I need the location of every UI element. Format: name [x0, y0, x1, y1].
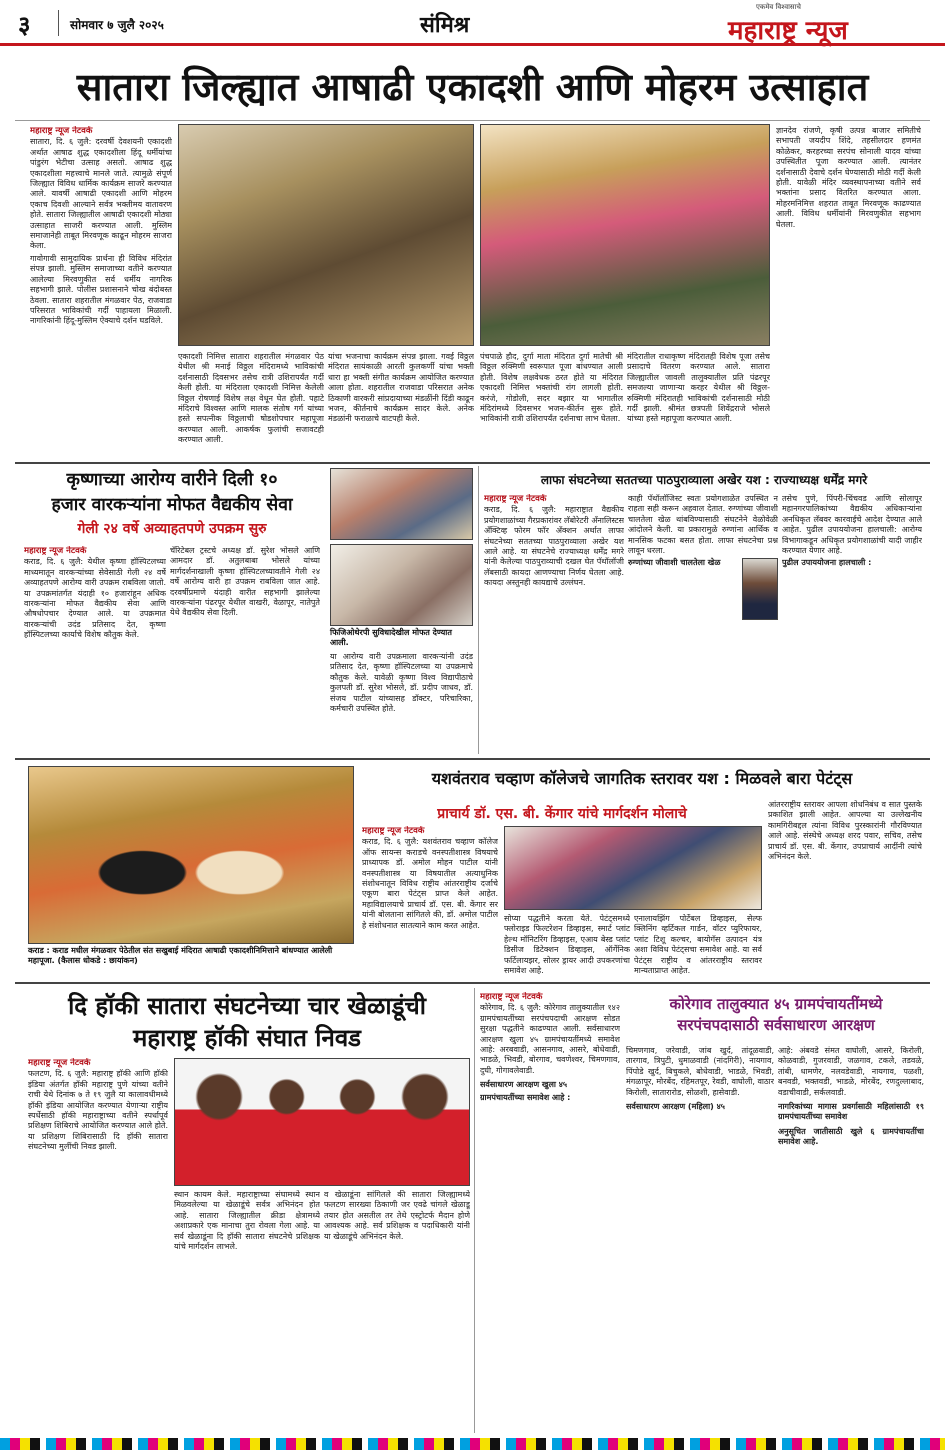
story1-text: पंचपाळे हौद, दुर्गा माता मंदिरात दुर्गा मातेची श्री विठ्ठल रुक्मिणी स्वरूपात पूजा बांधण्यात आली होती. विशेष लक्षवेधक ठरत होते या मंदिरात एकादशी निमित्त भक्तांची रांग लागली होती. करंजे, गोडोली, सदर बझार या भागातील मंदिरांमध्ये दिवसभर भजन-कीर्तन सुरू होते. भाविकांनी रात्री उशिरापर्यंत दर्शनाचा लाभ घेतला.	[480, 352, 623, 424]
story2-text: या आरोग्य वारी उपक्रमाला वारकऱ्यांनी उदंड प्रतिसाद देत, कृष्णा हॉस्पिटलच्या या उपक्रमाचे कौतुक केले. यावेळी कृष्णा विश्व विद्यापीठाचे कुलपती डॉ. सुरेश भोसले, डॉ. प्रदीप जाधव, डॉ. संजय पाटील यांच्यासह डॉक्टर, परिचारिका, कर्मचारी उपस्थित होते.	[330, 652, 473, 714]
story4-text: आंतरराष्ट्रीय स्तरावर आपला शोधनिबंध व सात पुस्तके प्रकाशित झाली आहेत. आपल्या या उल्लेखनीय कामगिरीबद्दल त्यांना विविध पुरस्कारांनी गौरविण्यात आले आहे. संस्थेचे अध्यक्ष शरद पवार, सचिव, तसेच प्राचार्य डॉ. एस. बी. केंगार, उपप्राचार्य आदींनी त्यांचे अभिनंदन केले.	[768, 800, 922, 862]
story3-headline: लाफा संघटनेच्या सततच्या पाठपुराव्याला अखेर यश : राज्याध्यक्ष धर्मेंद्र मगरे	[540, 473, 868, 487]
masthead	[0, 0, 945, 46]
story1-text: यांचा भजनाचा कार्यक्रम संपन्न झाला. गवई विठ्ठल मंदिरात सायंकाळी आरती कुलकर्णी यांचा भक्ती धारा हा भक्ती संगीत कार्यक्रम आयोजित करण्यात आला होता. शहरातील राजवाडा परिसरात अनेक ठिकाणी वारकरी सांप्रदायाच्या मंडळींनी दिंडी काढून भजन, कीर्तनाचे कार्यक्रम सादर केले. अनेक मंडळांनी फराळाचे वाटपही केले.	[328, 352, 474, 424]
story7-col1	[626, 1046, 774, 1430]
story7-subhead-b: नागरिकांच्या मागास प्रवर्गासाठी महिलांसाठी १९ ग्रामपंचायतींच्या समावेश	[778, 1102, 924, 1122]
photo-health-camp	[330, 468, 473, 540]
story5-text: स्थान कायम केले. महाराष्ट्राच्या संघामध्ये स्थान मिळवलेल्या या खेळाडूंचे सर्वत्र अभिनंदन होत आहे. सातारा जिल्ह्यातील क्रीडा क्षेत्रामध्ये अशाप्रकारे एक मानाचा तुरा रोवला गेला आहे. या सर्व खेळाडूंना दि हॉकी सातारा संघटनेचे प्रशिक्षक यांचे मार्गदर्शन लाभले.	[174, 1190, 320, 1252]
story4-col1	[362, 826, 498, 978]
photo-hockey-players	[174, 1058, 470, 1186]
story4-col3	[634, 914, 762, 980]
story3-subhead-a: रुग्णांच्या जीवाशी चालतेला खेळ	[628, 558, 721, 568]
story2-col1	[24, 546, 166, 752]
rule	[15, 462, 930, 464]
story4-text: एनालायझिंग पोर्टेबल डिव्हाइस, सेल्फ क्लिनिंग व्हर्टिकल गार्डन, वॉटर प्युरिफायर, प्लांट टिशू कल्चर, बायोगॅस उत्पादन यंत्र अशा विविध पेटंट्सचा समावेश आहे. या सर्व पेटंट्स राष्ट्रीय व आंतरराष्ट्रीय स्तरावर मान्यताप्राप्त आहेत.	[634, 914, 762, 976]
story6-subhead-a: सर्वसाधारण आरक्षण खुला ४५	[480, 1080, 568, 1090]
photo-vitthal-rukmini-idols	[28, 766, 354, 944]
story3-col3	[782, 494, 922, 752]
print-registration-bar	[0, 1438, 945, 1450]
story7-subhead-c: अनुसूचित जातीसाठी खुले ६ ग्रामपंचायतींचा समावेश आहे.	[778, 1126, 924, 1147]
story2-headline	[22, 468, 322, 518]
page-number: ३	[18, 11, 31, 39]
byline: महाराष्ट्र न्यूज नेटवर्क	[30, 126, 93, 136]
story3-col1	[484, 494, 624, 752]
story5-col2	[174, 1190, 320, 1430]
story5-col1	[28, 1058, 168, 1430]
byline: महाराष्ट्र न्यूज नेटवर्क	[362, 826, 425, 836]
masthead-divider	[58, 10, 59, 36]
story7-headline-line2: सरपंचपदासाठी सर्वसाधारण आरक्षण	[677, 1016, 875, 1034]
byline: महाराष्ट्र न्यूज नेटवर्क	[484, 494, 547, 504]
story1-col2	[178, 352, 324, 456]
story7-col2	[778, 1046, 924, 1430]
photo-left-caption: कराड : कराड मधील मंगळवार पेठेतील संत सखुबाई मंदिरात आषाढी एकादशीनिमित्ताने बांधण्यात आलेली महापूजा. (कैलास धोकडे : छायांकन)	[28, 946, 333, 965]
story3-text: तसेच पुणे, पिंपरी-चिंचवड आणि सोलापूर महानगरपालिकांच्या वैद्यकीय अधिकाऱ्यांना अनधिकृत लॅबवर कारवाईचे आदेश देण्यात आले आहेत. पुढील उपाययोजना हालचाली: आरोग्य विभागाकडून अधिकृत प्रयोगशाळांची यादी जाहीर करण्यात येणार आहे.	[782, 494, 922, 556]
story1-col1	[30, 126, 172, 456]
story3-col2	[628, 494, 778, 752]
story5-text: फलटण, दि. ६ जुलै: महाराष्ट्र हॉकी आणि हॉकी इंडिया अंतर्गत हॉकी महाराष्ट्र पुणे यांच्या वतीने राची येथे दिनांक ७ ते १९ जुलै या कालावधीमध्ये हॉकी इंडिया आयोजित करण्यात येणाऱ्या राष्ट्रीय स्पर्धेसाठी हॉकी महाराष्ट्राच्या वतीने स्पर्धापूर्व प्रशिक्षण शिबिराचे आयोजित करण्यात आले होते. या प्रशिक्षण शिबिरासाठी दि हॉकी सातारा संघटनेच्या मुलींची निवड झाली.	[28, 1069, 168, 1152]
story4-text: कराड, दि. ६ जुलै: यशवंतराव चव्हाण कॉलेज ऑफ सायन्स कराडचे वनस्पतीशास्त्र विषयाचे प्राध्यापक डॉ. अमोल मोहन पाटील यांनी वनस्पतीशास्त्र या विषयातील अत्याधुनिक संशोधनातून विविध राष्ट्रीय आंतरराष्ट्रीय दर्जाचे एकूण बारा पेटंट्स प्राप्त केले आहेत. महाविद्यालयाचे प्राचार्य डॉ. एस. बी. केंगार सर यांनी बोलताना सांगितले की, डॉ. अमोल पाटील हे संशोधनात सातत्याने काम करत आहेत.	[362, 837, 498, 930]
story1-text: ज्ञानदेव रांजणे, कृषी उत्पन्न बाजार समितीचे सभापती जयदीप शिंदे, तहसीलदार हणमंत कोळेकर, करहरच्या सरपंच सोनाली यादव यांच्या उपस्थितीत पूजा करण्यात आली. त्यानंतर दर्शनासाठी देवाचे दर्शन घेण्यासाठी मोठी गर्दी केली होती. यावेळी मंदिर व्यवस्थापनाच्या वतीने सर्व भक्तांना प्रसाद वितरित करण्यात आला. मोहरमनिमित्त शहरात ताबूत मिरवणूक काढण्यात आली. विविध धर्मीयांनी मिरवणुकीत सहभाग घेतला.	[776, 126, 921, 229]
rule	[15, 758, 930, 760]
story4-col4	[768, 800, 922, 978]
byline: महाराष्ट्र न्यूज नेटवर्क	[24, 546, 87, 556]
story6-col1	[480, 992, 620, 1430]
story4-subhead: प्राचार्य डॉ. एस. बी. केंगार यांचे मार्गदर्शन मोलाचे	[437, 806, 687, 822]
story5-col3	[324, 1190, 470, 1430]
byline: महाराष्ट्र न्यूज नेटवर्क	[480, 992, 543, 1002]
rule	[478, 466, 479, 754]
story7-text: आहे: अंबवडे संमत वाघोली, आसरे, किरोली, कोळवाडी, गुजरवाडी, जळगाव, टकले, तडवळे, तांबी, धामणेर, नलवडेवाडी, नायगाव, पळशी, बनवडी, भक्तवडी, भाडळे, मोरबेंद, रणदुल्लाबाद, वडाचीवाडी, सर्कलवाडी.	[778, 1046, 924, 1097]
story5-text: व खेळाडूंना सांगितले की सातारा जिल्ह्यामध्ये फलटण सारख्या ठिकाणी जर एवढे चांगले खेळाडू तयार होत असतील तर तेथे एस्ट्रोटर्फ मैदान होणे आवश्यक आहे. सर्व प्रशिक्षक व पदाधिकारी यांनी या खेळाडूंचे अभिनंदन केले.	[324, 1190, 470, 1241]
story2-text: चॅरिटेबल ट्रस्टचे अध्यक्ष डॉ. सुरेश भोसले आणि आमदार डॉ. अतुलबाबा भोसले यांच्या मार्गदर्शनाखाली कृष्णा हॉस्पिटलच्यावतीने गेली २४ वर्षे आरोग्य वारी हा उपक्रम राबविला जात आहे. दरवर्षीप्रमाणे यंदाही वारीत सहभागी झालेल्या वारकऱ्यांना पंढरपूर येथील वाखरी, वेळापूर, नातेपुते येथे वैद्यकीय सेवा दिली.	[170, 546, 320, 618]
story6-text: कोरेगाव, दि. ६ जुलै: कोरेगाव तालुक्यातील १४२ ग्रामपंचायतींच्या सरपंचपदाची आरक्षण सोडत सुरक्षा पद्धतीने काढण्यात आली. सर्वसाधारण आरक्षण खुला ४५ ग्रामपंचायतींमध्ये समावेश आहे: अरबवाडी, आसनगाव, आसरे, बोधेवाडी, भाडळे, भिवडी, बोरगाव, चवणेश्वर, चिमणगाव, दुघी, गोगावलेवाडी.	[480, 1003, 620, 1075]
story2-col2	[170, 546, 320, 752]
story1-col3	[328, 352, 474, 456]
story1-text: सातारा, दि. ६ जुलै: दरवर्षी देवशयनी एकादशी अर्थात आषाढ शुद्ध एकादशीला हिंदू धर्मीयांचा पांडुरंग भेटीचा उत्साह असतो. आषाढ शुद्ध एकादशीला महत्त्वाचे मानले जाते. त्यामुळे संपूर्ण जिल्ह्यात विविध धार्मिक कार्यक्रम साजरे करण्यात आले. यावर्षी आषाढी एकादशी आणि मोहरम एकाच दिवशी आल्याने सर्वत्र भक्तीमय वातावरण होते. सातारा जिल्ह्यातील आषाढी एकादशी मोठ्या उत्साहात साजरी करण्यात आली. मुस्लिम समाजानेही ताबूत मिरवणूक काढून मोहरम साजरा केला.	[30, 137, 172, 251]
story1-headline: सातारा जिल्ह्यात आषाढी एकादशी आणि मोहरम उत्साहात	[76, 65, 869, 109]
story2-headline-line2: हजार वारकऱ्यांना मोफत वैद्यकीय सेवा	[51, 495, 293, 515]
rule	[474, 988, 475, 1433]
story1-text: मंदिरातील राधाकृष्ण मंदिरातही विशेष पूजा तसेच प्रसादाचे वितरण करण्यात आले. सातारा जिल्ह्यातील जावली तालुक्यातील प्रति पंढरपूर समजल्या जाणाऱ्या करहर येथील श्री विठ्ठल-रुक्मिणी मंदिरातही भाविकांची दर्शनासाठी मोठी गर्दी झाली. श्रीमंत छत्रपती शिवेंद्रराजे भोसले यांच्या हस्ते महापूजा करण्यात आली.	[627, 352, 770, 424]
photo-patent-felicitation	[504, 826, 762, 910]
story1-text-b: गावोगावी सामुदायिक प्रार्थना ही विविध मंदिरांत संपन्न झाली. मुस्लिम समाजाच्या वतीने करण्यात आलेल्या मिरवणुकीत सर्व धर्मीय नागरिक सहभागी झाले. पोलीस प्रशासनाने चोख बंदोबस्त ठेवला. सातारा शहरातील मंगळवार पेठ, राजवाडा परिसरात भाविकांची गर्दी पाहायला मिळाली. नागरिकांनी हिंदू-मुस्लिम ऐक्याचे दर्शन घडविले.	[30, 253, 172, 326]
rule	[15, 982, 930, 984]
story6-subhead-b: ग्रामपंचायतींच्या समावेश आहे :	[480, 1092, 571, 1102]
story3-subhead-b: पुढील उपाययोजना हालचाली :	[782, 558, 872, 568]
story2-headline-line1: कृष्णाच्या आरोग्य वारीने दिली १०	[66, 470, 278, 490]
story4-text: सोप्या पद्धतीने करता येते. पेटंट्समध्ये फ्लोराइड फिल्टरेशन डिव्हाइस, स्मार्ट प्लांट हेल्थ मॉनिटरिंग डिव्हाइस, एआय बेस्ड प्लांट डिसीज डिटेक्शन डिव्हाइस, ऑर्गेनिक फर्टिलायझर, सोलर ड्रायर आदी उपकरणांचा समावेश आहे.	[504, 914, 630, 976]
photo-caption-physio: फिजिओथेरपी सुविधादेखील मोफत देण्यात आली.	[330, 628, 452, 647]
story7-headline-line1: कोरेगाव तालुक्यात ४५ ग्रामपंचायतींमध्ये	[669, 995, 883, 1013]
story1-col5	[627, 352, 770, 456]
story3-text: काही पॅथॉलॉजिस्ट स्वतः प्रयोगशाळेत उपस्थित न राहता सही करून अहवाल देतात. रुग्णांच्या जीवाशी चालतेला खेळ थांबविण्यासाठी संघटनेने वेळोवेळी आंदोलने केली. या प्रकारामुळे रुग्णांना आर्थिक व मानसिक फटका बसत होता. लाफा संघटनेचा प्रश्न लावून धरला.	[628, 494, 778, 556]
story2-col3	[330, 652, 473, 752]
story3-text: कराड, दि. ६ जुलै: महाराष्ट्रात वैद्यकीय प्रयोगशाळांच्या गैरप्रकारांवर लॅबोरेटरी अँनालिस्टस अँक्टिव्ह फोरम फॉर अँक्शन अर्थात लाफा संघटनेच्या सततच्या पाठपुराव्याला अखेर यश आले आहे. या संघटनेचे राज्याध्यक्ष धर्मेंद्र मगरे यांनी केलेल्या पाठपुराव्याची दखल घेत पॅथॉलॉजी लॅबसाठी कायदा आणण्याचा निर्णय घेतला आहे. कायदा अस्तुनही कायद्याचे उल्लंघन.	[484, 505, 624, 588]
story4-col2	[504, 914, 630, 980]
issue-date: सोमवार ७ जुलै २०२५	[70, 18, 164, 32]
story1-col6	[776, 126, 921, 456]
story2-text: कराड, दि. ६ जुलै: येथील कृष्णा हॉस्पिटलच्या माध्यमातून वारकऱ्यांच्या सेवेसाठी गेली २४ वर्षे अव्याहतपणे आरोग्य वारी उपक्रम राबविला जातो. या उपक्रमांतर्गत यंदाही १० हजारांहून अधिक वारकऱ्यांना मोफत वैद्यकीय सेवा आणि औषधोपचार देण्यात आले. या उपक्रमात वारकऱ्यांची उदंड प्रतिसाद देत, कृष्णा हॉस्पिटलच्या कार्याचे विशेष कौतुक केले.	[24, 557, 166, 640]
story7-text: चिमणगाव, जरेवाडी, जांब खुर्द, तांदूळवाडी, तारगाव, त्रिपुटी, धुमाळवाडी (नांदगिरी), नायगाव, पिंपोडे खुर्द, बिचुकले, बोधेवाडी, भाडळे, भिवडी, मंगळापूर, मोरबेंद, रहिमतपूर, रेवडी, वाघोली, वाठार किरोली, सातारारोड, सोळशी, हासेवाडी.	[626, 1046, 774, 1097]
brand-logo: महाराष्ट्र न्यूज	[728, 16, 848, 46]
story5-headline-line2: महाराष्ट्र हॉकी संघात निवड	[132, 1024, 362, 1052]
story1-col4	[480, 352, 623, 456]
byline: महाराष्ट्र न्यूज नेटवर्क	[28, 1058, 91, 1068]
story2-subhead: गेली २४ वर्षे अव्याहतपणे उपक्रम सुरु	[77, 521, 267, 537]
story5-headline-line1: दि हॉकी सातारा संघटनेच्या चार खेळाडूंची	[68, 992, 426, 1020]
photo-physiotherapy	[330, 544, 473, 626]
story4-headline: यशवंतराव चव्हाण कॉलेजचे जागतिक स्तरावर यश : मिळवले बारा पेटंट्स	[431, 769, 853, 788]
photo-dharmendra-magare	[742, 558, 778, 620]
story1-text: एकादशी निमित्त सातारा शहरातील मंगळवार पेठ येथील श्री मनाई विठ्ठल मंदिरामध्ये भाविकांची दर्शनासाठी दिवसभर तसेच रात्री उशिरापर्यंत गर्दी केली होती. या मंदिराला एकादशी निमित्त केलेली विठ्ठल रोषणाई विशेष लक्ष वेधून घेत होती. पहाटे मंदिराचे विश्वस्त आणि मालक संतोष गर्ग यांच्या हस्ते सपत्नीक विठ्ठलाची षोडशोपचार महापूजा करण्यात आली. आकर्षक फुलांची सजावटही करण्यात आली.	[178, 352, 324, 445]
photo-temple-devotees	[178, 124, 474, 346]
rule	[15, 120, 930, 121]
story7-headline	[626, 994, 926, 1036]
story7-subhead-a: सर्वसाधारण आरक्षण (महिला) ४५	[626, 1102, 725, 1112]
brand-tagline: एकमेव विश्वासाचे	[756, 3, 801, 11]
section-title: संमिश्र	[420, 13, 470, 38]
story5-headline	[26, 990, 468, 1054]
photo-tabut-procession	[480, 124, 770, 346]
